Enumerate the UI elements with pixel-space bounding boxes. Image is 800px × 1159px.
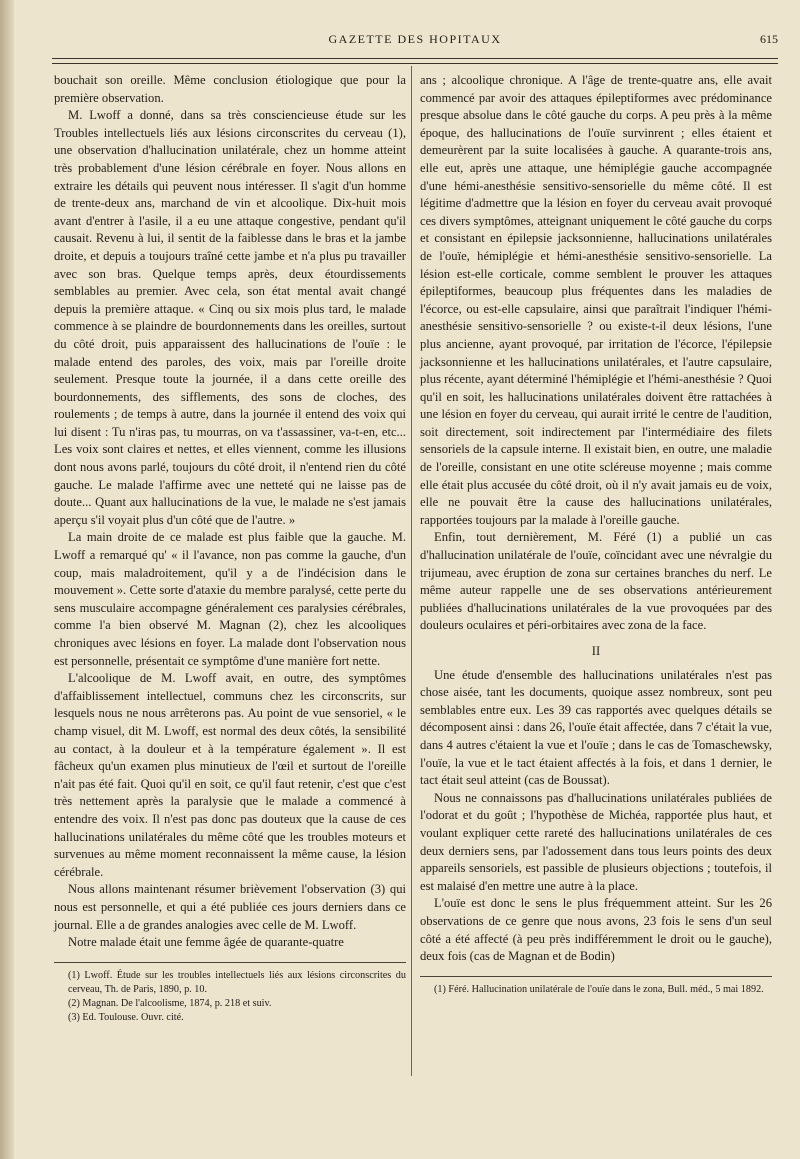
right-column [420,72,772,997]
paragraph: Enfin, tout dernièrement, M. Féré (1) a publié un cas d'hallucination unilatérale de l'ouïe, coïncidant avec une névralgie du trijumeau, avec éruption de zona sur certaines branches du nerf. Le même auteur rappelle une de ses observations antérieurement publiées d'hallucinations unilatérales de la vue provoquées par des douleurs oculaires et péri-orbitaires avec zona de la face. [420,530,772,633]
left-column [54,72,406,1025]
column-divider [411,66,412,1076]
footnotes [420,983,772,997]
paragraph: Une étude d'ensemble des hallucinations unilatérales n'est pas chose aisée, tant les documents, quoique assez nombreux, sont peu semblables entre eux. Les 39 cas rapportés avec quelques détails se décomposent ainsi : dans 26, l'ouïe était affectée, dans 7 c'était la vue, dans 4 autres c'étaient la vue et l'ouïe ; dans le cas de Tomaschewsky, l'ouïe, la vue et le tact étaient affectés à la fois, et dans 1 dernier, le tact était seul atteint (cas de Boussat). [420,667,772,788]
footnote: (2) Magnan. De l'alcoolisme, 1874, p. 218 et suiv. [68,997,272,1009]
paragraph: bouchait son oreille. Même conclusion étiologique que pour la première observation. [54,73,406,105]
page-binding-shadow [0,0,14,1159]
section-heading: II [591,644,601,658]
paragraph: Notre malade était une femme âgée de quarante-quatre [68,935,344,950]
paragraph: Nous ne connaissons pas d'hallucinations unilatérales publiées de l'odorat et du goût ; l'hypothèse de Michéa, rapportée plus haut, et voulant expliquer cette rareté des hallucinations unilatérales de ces deux derniers sens, par l'adossement dans tous leurs points des deux appareils sensoriels, est passible de plusieurs objections ; toutefois, il est malaisé d'en mettre une autre à la place. [420,790,772,893]
footnote: (1) Lwoff. Étude sur les troubles intellectuels liés aux lésions circonscrites du cerveau, Th. de Paris, 1890, p. 10. [68,969,406,995]
footnote: (1) Féré. Hallucination unilatérale de l'ouïe dans le zona, Bull. méd., 5 mai 1892. [434,983,764,995]
paragraph: Nous allons maintenant résumer brièvement l'observation (3) qui nous est personnelle, et qui a été publiée ces jours derniers dans ce journal. Elle a de grandes analogies avec celle de M. Lwoff. [54,882,406,932]
running-title: GAZETTE DES HOPITAUX [328,32,502,46]
footnote-rule [420,976,772,977]
paragraph: M. Lwoff a donné, dans sa très consciencieuse étude sur les Troubles intellectuels liés aux lésions circonscrites du cerveau (1), une observation d'hallucination unilatérale, chez un homme atteint très probablement d'une lésion cérébrale en foyer. Nous allons en extraire les détails qui peuvent nous intéresser. Il s'agit d'un homme de trente-deux ans, marchand de vin et alcoolique. Dix-huit mois avant d'entrer à l'asile, il a eu une attaque congestive, pendant qu'il causait. Revenu à lui, il sentit de la faiblesse dans le bras et la jambe droite, et depuis a toujours traîné cette jambe et n'a plus pu travailler avec son bras. Quelque temps après, deux étourdissements semblables au premier. Avec cela, son état mental avait changé depuis la première attaque. « Cinq ou six mois plus tard, le malade commence à se plaindre de bourdonnements dans les oreilles, surtout du côté droit, puis apparaissent des hallucinations de l'ouïe : le malade entend des paroles, des voix, mais par l'oreille droite seulement. Presque toute la journée, il a dans cette oreille des bourdonnements, des sifflements, des sons de cloches, des roulements ; de temps à autre, dans la journée il entend des voix qui lui disent : Tu n'iras pas, tu mourras, on va t'assassiner, va-t-en, etc... Les voix sont claires et nettes, et elles viennent, comme les illusions dont nous avons parlé, toujours du côté droit, il n'entend rien du côté gauche. Le malade l'affirme avec une netteté qui ne laisse pas de doute... Quant aux hallucinations de la vue, le malade ne s'est jamais aperçu s'il voyait plus d'un côté que de l'autre. » [54,108,406,527]
paragraph: ans ; alcoolique chronique. A l'âge de trente-quatre ans, elle avait commencé par avoir des attaques épileptiformes avec prédominance presque absolue dans le côté gauche du corps. A peu près à la même époque, des hallucinations de l'ouïe survinrent ; elles étaient et demeurèrent par la suite localisées à gauche. A quarante-trois ans, elle eut, après une attaque, une hémiplégie gauche accompagnée d'une hémi-anesthésie sensitivo-sensorielle du même côté. Il est légitime d'admettre que la lésion en foyer du cerveau avait provoqué ces divers symptômes, atteignant uniquement le côté gauche du corps et consistant en épilepsie jacksonnienne, hallucinations unilatérales de l'ouïe, hémiplégie et hémi-anesthésie sensitivo-sensorielle. La lésion est-elle corticale, comme semblent le prouver les attaques épileptiformes, beaucoup plus fréquentes dans les maladies de l'écorce, ou est-elle capsulaire, ainsi que paraîtrait l'indiquer l'hémi-anesthésie sensitivo-sensorielle ? ou existe-t-il deux lésions, l'une plus ancienne, ayant provoqué, par irritation de l'écorce, l'épilepsie jacksonnienne et les hallucinations unilatérales, et l'autre capsulaire, plus récente, ayant déterminé l'hémiplégie et l'hémi-anesthésie ? Quoi qu'il en soit, les hallucinations unilatérales doivent être rattachées à une lésion en foyer du cerveau, qui aurait irrité le centre de l'audition, soit directement, soit indirectement par l'intermédiaire des filets sensoriels de la capsule interne. Il existait bien, en outre, une maladie de l'oreille, consistant en une otite scléreuse moyenne ; mais comme elle était plus accusée du côté droit, où il n'y avait jamais eu de voix, elle ne pouvait être la cause des hallucinations unilatérales, rapportées toujours par la malade à l'oreille gauche. [420,73,772,527]
paragraph: La main droite de ce malade est plus faible que la gauche. M. Lwoff a remarqué qu' « il l'avance, non pas comme la gauche, d'un coup, mais maladroitement, qu'il y a de l'indécision dans le mouvement ». Cette sorte d'ataxie du membre paralysé, cette perte du sens musculaire accompagne généralement ces paralysies cérébrales, comme l'a bien observé M. Magnan (2), chez les alcooliques chroniques avec lésions en foyer. La malade dont l'observation nous est personnelle, présentait ce symptôme d'une manière fort nette. [54,530,406,668]
footnotes [54,969,406,1025]
paragraph: L'alcoolique de M. Lwoff avait, en outre, des symptômes d'affaiblissement intellectuel, communs chez les circonscrits, sur lesquels nous ne nous arrêterons pas. Au point de vue sensoriel, « le champ visuel, dit M. Lwoff, est normal des deux côtés, la sensibilité au contact, à la douleur et à la température également ». Il est fâcheux qu'un examen plus minutieux de l'œil et surtout de l'oreille n'ait pas été fait. Quoi qu'il en soit, ce qu'il faut retenir, c'est que c'est très nettement après la paralysie que le malade a commencé à entendre des voix. Il n'est pas donc pas douteux que la cause de ces hallucinations unilatérales du même côté que les troubles moteurs et survenues au même moment reconnaissent la même cause, la lésion cérébrale. [54,671,406,879]
footnote: (3) Ed. Toulouse. Ouvr. cité. [68,1011,184,1023]
footnote-rule [54,962,406,963]
header-rule [52,58,778,64]
page-header [50,30,780,50]
paragraph: L'ouïe est donc le sens le plus fréquemment atteint. Sur les 26 observations de ce genre que nous avons, 23 fois le sens d'un seul côté a été affecté (à peu près indifféremment le droit ou le gauche), deux fois (cas de Magnan et de Bodin) [420,896,772,964]
page-number: 615 [760,32,778,46]
